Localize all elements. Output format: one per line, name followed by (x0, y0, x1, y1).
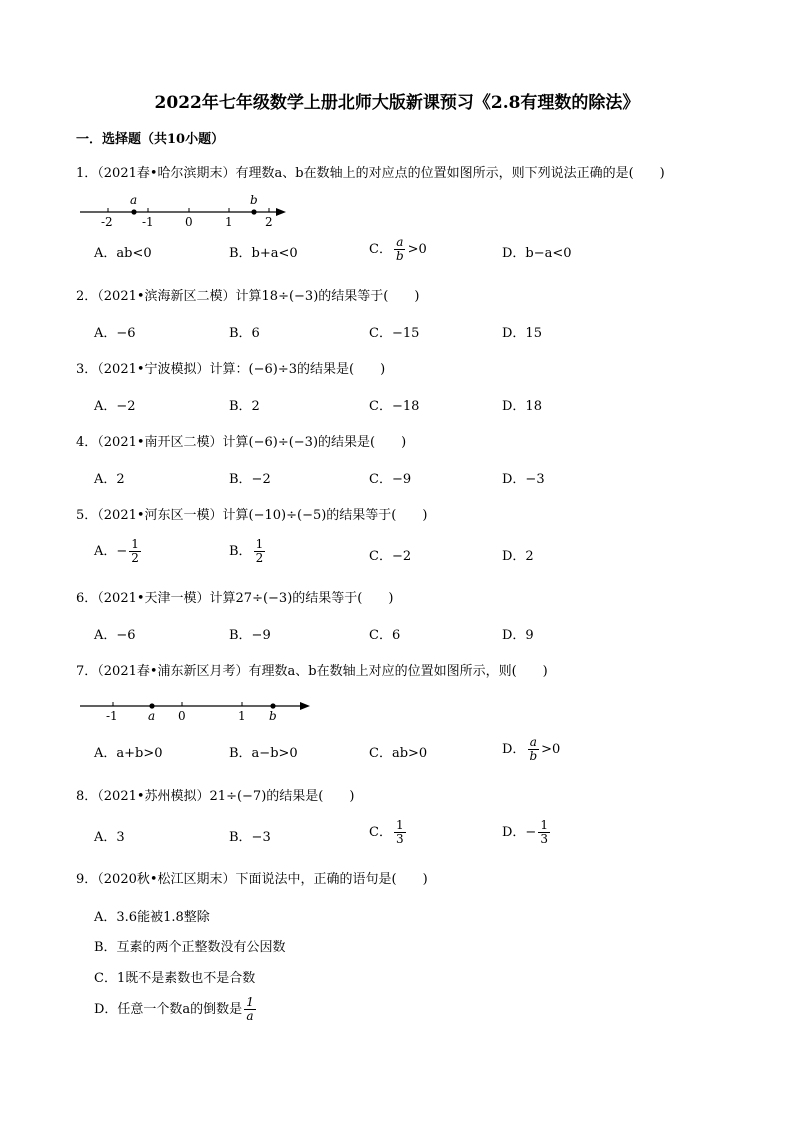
q1-option-d[interactable]: D．b−a<0 (502, 246, 572, 261)
q1-option-b[interactable]: B．b+a<0 (229, 246, 298, 261)
q9-option-c[interactable]: C．1既不是素数也不是合数 (94, 971, 256, 986)
q2-option-a[interactable]: A．−6 (94, 326, 136, 341)
q6-option-b[interactable]: B．−9 (229, 628, 271, 643)
q3-option-b[interactable]: B．2 (229, 399, 260, 414)
q3-option-a[interactable]: A．−2 (94, 399, 136, 414)
question-9-stem: 9．（2020秋•松江区期末）下面说法中，正确的语句是( ) (76, 872, 428, 887)
q5-option-b[interactable]: B． $\frac{1}{2}$ (229, 537, 264, 565)
document-title: 2022年七年级数学上册北师大版新课预习《2.8有理数的除法》 (154, 93, 640, 113)
q2-option-c[interactable]: C．−15 (369, 326, 420, 341)
q7-option-b[interactable]: B．a−b>0 (229, 746, 298, 761)
question-2-stem: 2．（2021•滨海新区二模）计算18÷(−3)的结果等于( ) (76, 289, 420, 304)
label-b: b (269, 709, 277, 723)
question-3-stem: 3．（2021•宁波模拟）计算：(−6)÷3的结果是( ) (76, 362, 386, 377)
tick-label: -1 (142, 215, 154, 229)
tick-label: -1 (106, 709, 118, 723)
q5-option-d[interactable]: D．2 (502, 549, 534, 564)
tick-label: 0 (178, 709, 186, 723)
q8-option-a[interactable]: A．3 (94, 830, 125, 845)
label-b: b (250, 193, 258, 207)
q6-option-d[interactable]: D．9 (502, 628, 534, 643)
question-7-number-line (80, 693, 312, 723)
point-a (149, 703, 154, 708)
point-b (251, 209, 256, 214)
axis-arrow (300, 702, 310, 710)
label-a: a (148, 709, 156, 723)
question-4-stem: 4．（2021•南开区二模）计算(−6)÷(−3)的结果是( ) (76, 435, 407, 450)
q5-option-c[interactable]: C．−2 (369, 549, 412, 564)
tick-label: 2 (265, 215, 273, 229)
question-5-stem: 5．（2021•河东区一模）计算(−10)÷(−5)的结果等于( ) (76, 508, 428, 523)
q3-option-c[interactable]: C．−18 (369, 399, 420, 414)
section-heading: 一．选择题（共10小题） (76, 132, 225, 147)
q3-option-d[interactable]: D．18 (502, 399, 542, 414)
q4-option-a[interactable]: A．2 (94, 472, 125, 487)
tick-label: -2 (101, 215, 113, 229)
q2-option-d[interactable]: D．15 (502, 326, 542, 341)
label-a: a (130, 193, 138, 207)
question-6-stem: 6．（2021•天津一模）计算27÷(−3)的结果等于( ) (76, 591, 394, 606)
q8-option-b[interactable]: B．−3 (229, 830, 271, 845)
q1-option-a[interactable]: A．ab<0 (94, 246, 152, 261)
q9-option-a[interactable]: A．3.6能被1.8整除 (94, 910, 210, 925)
q7-option-d[interactable]: D． $\frac{a}{b}$ >0 (502, 735, 561, 763)
question-8-stem: 8．（2021•苏州模拟）21÷(−7)的结果是( ) (76, 789, 355, 804)
question-7-stem: 7．（2021春•浦东新区月考）有理数a、b在数轴上对应的位置如图所示，则( ) (76, 664, 548, 679)
q7-option-a[interactable]: A．a+b>0 (94, 746, 163, 761)
q8-option-d[interactable]: D．− $\frac{1}{3}$ (502, 818, 548, 846)
point-b (270, 703, 275, 708)
question-1-stem: 1．（2021春•哈尔滨期末）有理数a、b在数轴上的对应点的位置如图所示，则下列说法正确的是( ) (76, 166, 665, 181)
q4-option-c[interactable]: C．−9 (369, 472, 412, 487)
q5-option-a[interactable]: A．− $\frac{1}{2}$ (94, 537, 139, 565)
axis-arrow (276, 208, 286, 216)
point-a (131, 209, 136, 214)
q6-option-a[interactable]: A．−6 (94, 628, 136, 643)
q4-option-d[interactable]: D．−3 (502, 472, 545, 487)
tick-label: 1 (238, 709, 246, 723)
q6-option-c[interactable]: C．6 (369, 628, 401, 643)
q1-option-c[interactable]: C． $\frac{a}{b}$ >0 (369, 235, 427, 263)
q2-option-b[interactable]: B．6 (229, 326, 260, 341)
q7-option-c[interactable]: C．ab>0 (369, 746, 428, 761)
tick-label: 1 (225, 215, 233, 229)
q9-option-d[interactable]: D．任意一个数a的倒数是 $\frac{1}{a}$ (94, 995, 254, 1023)
q9-option-b[interactable]: B．互素的两个正整数没有公因数 (94, 940, 286, 955)
q8-option-c[interactable]: C． $\frac{1}{3}$ (369, 818, 404, 846)
question-1-number-line (80, 192, 290, 230)
tick-label: 0 (185, 215, 193, 229)
q4-option-b[interactable]: B．−2 (229, 472, 271, 487)
